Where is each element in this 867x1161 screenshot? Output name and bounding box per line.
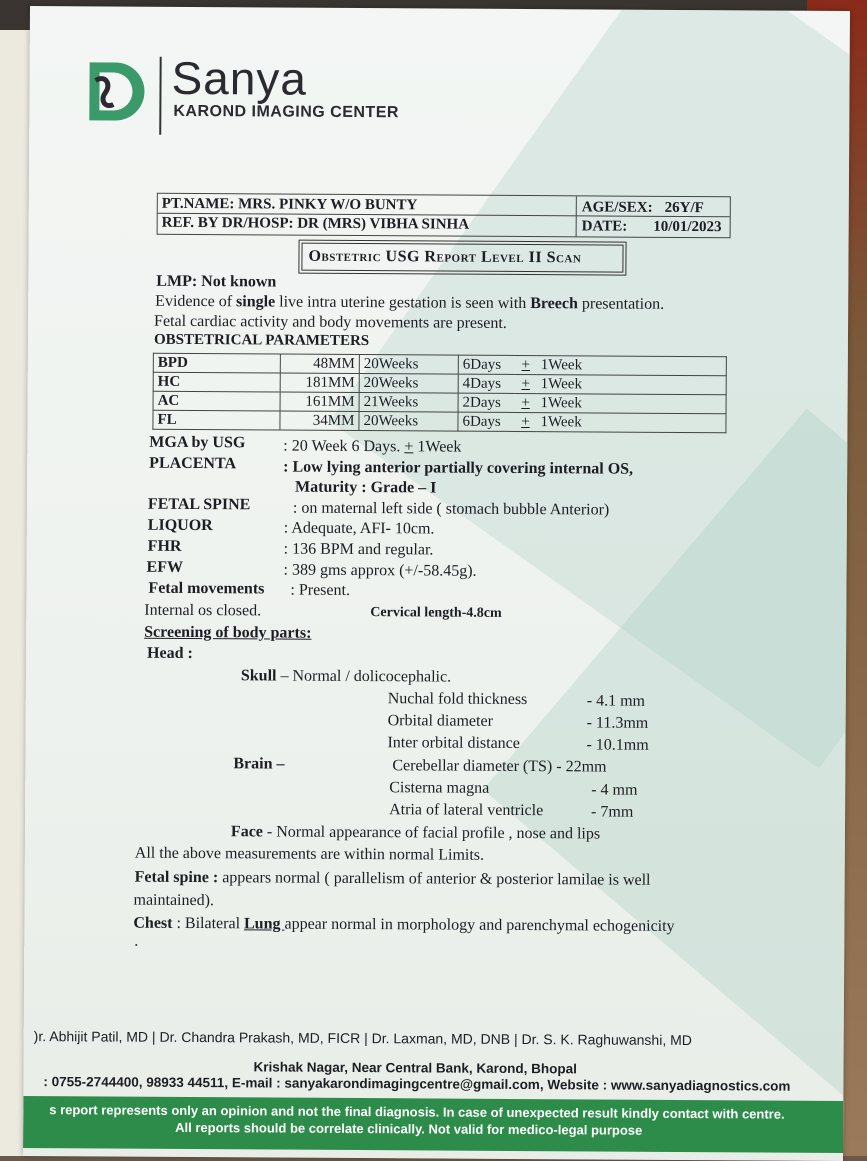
report-title: Obstetric USG Report Level II Scan <box>301 243 623 273</box>
report-page <box>23 6 850 1161</box>
skull-value: – Normal / dolicocephalic. <box>276 667 452 686</box>
cerebellar: Cerebellar diameter (TS) - 22mm <box>392 757 607 776</box>
gestation-line <box>155 293 664 314</box>
mga-value <box>283 438 461 457</box>
age-sex <box>582 199 704 217</box>
parameter-size: 161MM <box>280 392 359 411</box>
date-label: DATE: <box>581 218 628 235</box>
text: live intra uterine gestation is seen with <box>275 293 531 313</box>
screening-heading: Screening of body parts: <box>144 623 312 642</box>
referred-by: REF. BY DR/HOSP: DR (MRS) VIBHA SINHA <box>161 214 470 233</box>
movements-label: Fetal movements <box>148 579 265 598</box>
text-bold: single <box>236 293 276 311</box>
parameter-size: 181MM <box>280 373 359 392</box>
brand-subtitle: KAROND IMAGING CENTER <box>173 102 400 122</box>
nuchal-value: - 4.1 mm <box>586 692 646 710</box>
text-bold: Breech <box>530 295 578 313</box>
placenta-value: : Low lying anterior partially covering internal OS, <box>283 458 634 478</box>
text: : Bilateral <box>172 914 245 933</box>
liquor-label: LIQUOR <box>147 516 213 535</box>
head-heading: Head : <box>146 644 193 663</box>
placenta-label: PLACENTA <box>149 454 237 473</box>
fetal-spine-cont: maintained). <box>133 891 215 910</box>
skull-label: Skull <box>240 667 277 685</box>
brand-name: Sanya <box>171 51 308 105</box>
maturity: Maturity : Grade – I <box>295 478 437 497</box>
text: : 20 Week 6 Days. <box>283 437 405 456</box>
parameter-variance: 1Week <box>537 356 727 376</box>
atria-value: - 7mm <box>591 803 634 821</box>
parameter-plus-minus: + <box>515 374 537 393</box>
spine-value: : on maternal left side ( stomach bubble Anterior) <box>292 499 610 519</box>
disclaimer-line-2: All reports should be correlate clinically. Not valid for medico-legal purpose <box>175 1119 643 1138</box>
date-value: 10/01/2023 <box>653 218 722 236</box>
text: Evidence of <box>155 292 237 311</box>
spine-label: FETAL SPINE <box>147 495 251 514</box>
sanya-logo-icon <box>81 58 145 124</box>
disclaimer-line-1: s report represents only an opinion and not the final diagnosis. In case of unexpected result kindly contact with centre. <box>49 1102 785 1122</box>
parameter-plus-minus: + <box>514 412 536 431</box>
stray-dot: . <box>134 932 139 950</box>
orbital-value: - 11.3mm <box>586 714 649 732</box>
orbital-label: Orbital diameter <box>387 712 493 730</box>
cervical-length: Cervical length-4.8cm <box>370 605 502 621</box>
parameter-plus-minus: + <box>515 355 537 374</box>
age-value: 26Y/F <box>664 199 704 217</box>
face-line <box>231 823 600 843</box>
parameter-variance: 1Week <box>536 413 726 433</box>
fetal-spine-label: Fetal spine : <box>134 868 219 887</box>
parameter-row <box>153 410 726 432</box>
brain-label: Brain – <box>233 755 285 773</box>
text: appear normal in morphology and parenchymal echogenicity <box>284 915 675 935</box>
chest-label: Chest <box>133 914 173 932</box>
interorbital-value: - 10.1mm <box>586 736 649 754</box>
parameter-days: 2Days <box>458 393 515 412</box>
face-value: - Normal appearance of facial profile , nose and lips <box>262 823 601 843</box>
fetal-spine-value: appears normal ( parallelism of anterior & posterior lamilae is well <box>218 869 651 889</box>
parameter-variance: 1Week <box>537 394 727 414</box>
face-label: Face <box>230 823 263 841</box>
lmp: LMP: Not known <box>156 272 277 291</box>
parameter-name: BPD <box>153 353 280 373</box>
parameter-variance: 1Week <box>537 375 727 395</box>
parameter-days: 6Days <box>458 355 515 374</box>
lung-word: Lung <box>243 915 285 933</box>
liquor-value: : Adequate, AFI- 10cm. <box>283 519 435 538</box>
parameter-name: HC <box>153 372 280 392</box>
footer-contact: : 0755-2744400, 98933 44511, E-mail : sanyakarondimagingcentre@gmail.com, Website : www.sanyadiagnostics.com <box>43 1074 791 1094</box>
mga-label: MGA by USG <box>149 433 246 452</box>
parameter-weeks: 20Weeks <box>359 412 458 432</box>
parameter-name: FL <box>153 410 280 430</box>
footer-doctors: )r. Abhijit Patil, MD | Dr. Chandra Prakash, MD, FICR | Dr. Laxman, MD, DNB | Dr. S. K. Raghuwanshi, MD <box>33 1028 692 1049</box>
nuchal-label: Nuchal fold thickness <box>387 690 528 709</box>
movements-value: : Present. <box>290 581 351 599</box>
parameter-plus-minus: + <box>515 393 537 412</box>
text: 1Week <box>413 438 462 456</box>
report-title-box <box>298 240 626 276</box>
age-label: AGE/SEX: <box>581 199 653 216</box>
parameter-days: 6Days <box>458 412 515 431</box>
logo-divider <box>159 57 161 135</box>
parameter-size: 48MM <box>280 354 359 373</box>
fhr-value: : 136 BPM and regular. <box>283 540 434 559</box>
parameter-size: 34MM <box>280 411 359 430</box>
parameters-table <box>152 353 726 434</box>
divider <box>576 196 577 236</box>
patient-info-box <box>157 193 731 239</box>
internal-os: Internal os closed. <box>144 601 262 620</box>
disclaimer-band <box>23 1096 843 1153</box>
params-heading: OBSTETRICAL PARAMETERS <box>153 331 370 350</box>
cisterna-label: Cisterna magna <box>389 779 490 797</box>
chest-line <box>133 915 674 936</box>
parameter-days: 4Days <box>458 374 515 393</box>
fetal-spine-line <box>135 869 651 890</box>
footer-address: Krishak Nagar, Near Central Bank, Karond, Bhopal <box>253 1059 577 1077</box>
cardiac-line: Fetal cardiac activity and body movements are present. <box>154 312 507 332</box>
parameter-weeks: 21Weeks <box>359 393 458 413</box>
parameter-weeks: 20Weeks <box>359 374 458 394</box>
patient-name: PT.NAME: MRS. PINKY W/O BUNTY <box>161 195 418 214</box>
text: presentation. <box>577 295 665 313</box>
interorbital-label: Inter orbital distance <box>387 734 520 753</box>
atria-label: Atria of lateral ventricle <box>389 801 544 820</box>
report-date <box>582 218 722 236</box>
fhr-label: FHR <box>147 537 182 555</box>
plus-minus: + <box>404 438 414 456</box>
skull-line <box>241 667 451 686</box>
all-normal: All the above measurements are within normal Limits. <box>134 844 485 864</box>
efw-label: EFW <box>146 558 184 576</box>
parameter-name: AC <box>153 391 280 411</box>
cisterna-value: - 4 mm <box>591 781 638 799</box>
parameter-weeks: 20Weeks <box>359 355 458 375</box>
efw-value: : 389 gms approx (+/-58.45g). <box>283 561 477 580</box>
